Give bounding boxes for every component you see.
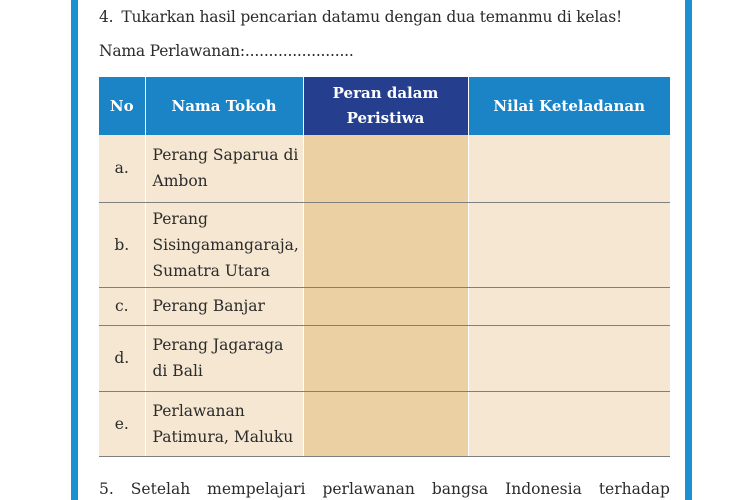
nama-tokoh-line: Perang Jagaraga [152,336,284,354]
row-nama-tokoh [145,202,303,287]
header-peran [303,77,468,135]
question-5-word: bangsa [431,480,489,498]
row-nilai-cell [468,325,670,391]
page-frame-right [685,0,692,500]
table-header-row [99,77,670,135]
nama-tokoh-line: Patimura, Maluku [152,427,294,446]
row-peran-cell [303,135,468,202]
row-nilai-cell [468,287,670,325]
question-5-word: Setelah [130,480,191,498]
row-number: d. [99,325,145,391]
row-peran-cell [303,202,468,287]
nama-perlawanan-label: Nama Perlawanan:....................... [99,42,354,60]
table-row [99,202,670,287]
header-no: No [99,77,145,135]
question-5-word: Indonesia [505,480,582,498]
header-nama-tokoh: Nama Tokoh [145,77,303,135]
question-5-number: 5. [99,480,114,498]
row-nilai-cell [468,202,670,287]
question-5-word: terhadap [598,480,670,498]
question-5-word: perlawanan [322,480,415,498]
row-nilai-cell [468,391,670,456]
row-nama-tokoh [145,135,303,202]
row-number: a. [99,135,145,202]
nama-tokoh-line: Perang [152,209,208,228]
table-row [99,391,670,456]
nama-tokoh-line: di Bali [152,362,203,380]
nama-tokoh-line: Sumatra Utara [152,261,271,280]
question-5 [99,480,670,498]
header-peran-line-2: Peristiwa [346,109,425,127]
nama-tokoh-line: Ambon [152,172,208,191]
nama-tokoh-line: Perang Banjar [152,297,265,315]
question-5-word: mempelajari [207,480,306,498]
row-nama-tokoh [145,325,303,391]
question-4-number: 4. [99,8,114,26]
table-row [99,135,670,202]
worksheet-table [99,77,670,457]
row-peran-cell [303,325,468,391]
page-frame-left [71,0,78,500]
nama-tokoh-line: Perang Saparua di [152,146,299,165]
row-nilai-cell [468,135,670,202]
nama-tokoh-line: Perlawanan [152,401,245,420]
row-number: e. [99,391,145,456]
row-number: b. [99,202,145,287]
table-row [99,287,670,325]
header-peran-line-1: Peran dalam [332,84,439,102]
row-peran-cell [303,287,468,325]
row-nama-tokoh [145,391,303,456]
question-4 [99,8,622,26]
row-peran-cell [303,391,468,456]
row-number: c. [99,287,145,325]
nama-tokoh-line: Sisingamangaraja, [152,235,299,254]
table-row [99,325,670,391]
header-nilai-keteladanan: Nilai Keteladanan [468,77,670,135]
question-4-text: Tukarkan hasil pencarian datamu dengan dua temanmu di kelas! [121,8,622,26]
row-nama-tokoh [145,287,303,325]
